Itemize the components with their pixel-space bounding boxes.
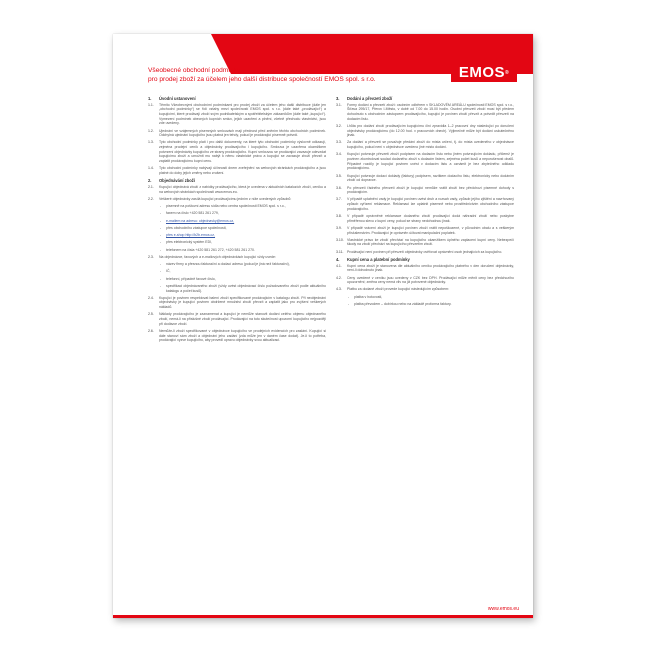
clause bbox=[336, 214, 514, 223]
list-item-text: přes elektronický systém EDI, bbox=[166, 240, 213, 245]
section-heading bbox=[148, 96, 326, 101]
list-item-text: platba v hotovosti, bbox=[354, 294, 383, 299]
clause bbox=[336, 287, 514, 292]
section-title: Úvodní ustanovení bbox=[159, 96, 196, 101]
clause-number: 2.5. bbox=[148, 312, 154, 317]
list-item: - písemně na poštovní adresu sídla nebo centra společnosti EMOS spol. s r.o., bbox=[160, 204, 286, 209]
clause-text: Kupující potvrzuje převzetí zboží podpisem na dodacím listu nebo jiném potvrzujícím dokladu, přičemž je povinen zkontrolovat soulad dodaného zboží s dodacím listem, zejména počet kusů a neporušenost obalů. Případné rozdíly je kupující povinen uvést v dodacím listu a oznámit je bez zbytečného odkladu prodávajícímu. bbox=[347, 152, 514, 171]
clause bbox=[336, 186, 514, 195]
clause-text: Náklady prodávajícího je zaznamenat a kupující je nemůže stanovit dodání celého objemu objednaného zboží, nemá-li na příslušné zboží prodávající. Prodávající na tuto skutečnost upozorní kupujícího nejpozději při dodávce zboží. bbox=[159, 312, 326, 326]
clause-number: 3.1. bbox=[336, 102, 342, 107]
list-item-text: faxem na číslo +420 581 261 279, bbox=[166, 211, 219, 216]
clause-number: 3.5. bbox=[336, 173, 342, 178]
clause-text: Kupující objednává zboží z nabídky prodávajícího, která je uvedena v aktuálních katalozích zboží, ceníku a na webových stránkách společnosti www.emos.eu. bbox=[159, 184, 326, 194]
list-item: - platba v hotovosti, bbox=[348, 294, 383, 299]
clause-text: V případě uplatnění vady je kupující povinen uvést druh a rozsah vady, způsob jejího zjištění a navrhovaný způsob vyřízení reklamace. Reklamaci lze uplatnit písemně nebo prostřednictvím obchodního zástupce prodávajícího. bbox=[347, 197, 514, 211]
clause-text: Ceny uvedené v ceníku jsou uvedeny v CZK bez DPH. Prodávající může měnit ceny bez předchozího upozornění; změna ceny nemá vliv na již potvrzené objednávky. bbox=[347, 275, 514, 285]
clause-text: Ujednání ve vzájemných písemných smlouvách mají přednost před zněním těchto obchodních podmínek. Odchylná ujednání kupujícího jsou platná jen tehdy, pokud je prodávající písemně potvrdí. bbox=[159, 128, 326, 138]
clause-text: Vlastnické právo ke zboží přechází na kupujícího okamžikem úplného zaplacení kupní ceny. Nebezpečí škody na zboží přechází na kupujícího převzetím zboží. bbox=[347, 237, 514, 247]
section-number: 1. bbox=[148, 96, 152, 101]
section-number: 3. bbox=[336, 96, 340, 101]
clause-number: 3.11. bbox=[336, 249, 344, 254]
list-item: - platba převodem – dobírkou nebo na základě proforma faktury. bbox=[348, 301, 452, 306]
clause-text: Nemůže-li zboží specifikované v objednávce kupujícího ve prodejních evidencích pro zaslání. Kupující si dále stanoví sám zboží a objednání jeho zadání (zda může jen v daném čase dodat). Je-li to potřeba, prodávající vyzve kupujícího, aby provedl opravu objednávky svou aktualizaci. bbox=[159, 328, 326, 343]
clause-number: 2.2. bbox=[148, 196, 154, 201]
footer-red-line bbox=[113, 615, 533, 618]
list-item: - přes obchodního zástupce společnosti, bbox=[160, 225, 227, 230]
clause bbox=[148, 185, 326, 194]
list-item: - faxem na číslo +420 581 261 279, bbox=[160, 211, 219, 216]
list-item: - přes e-shop http://b2b.emos.cz, bbox=[160, 233, 216, 238]
clause bbox=[148, 255, 326, 260]
clause-number: 3.6. bbox=[336, 185, 342, 190]
clause bbox=[336, 250, 514, 255]
section-title: Objednávání zboží bbox=[159, 178, 195, 184]
document-title bbox=[148, 66, 448, 84]
list-item-text: přes obchodního zástupce společnosti, bbox=[166, 225, 227, 230]
clause-text: Na objednávce, faxových a e-mailových objednávkách kupující vždy uvede: bbox=[159, 254, 276, 259]
clause-number: 3.7. bbox=[336, 197, 342, 202]
list-item: - e-mailem na adresu: objednavky@emos.cz, bbox=[160, 218, 235, 223]
clause-text: Lhůta pro dodání zboží prodávajícím kupujícímu činí zpravidla 1–2 pracovní dny následující po doručení objednávky prodávajícímu (do 12.00 hod. v pracovních dnech). Výjimečně může být dodání uskutečněno jinak. bbox=[347, 123, 514, 138]
clause-text: Platbu za dodané zboží provede kupující následujícím způsobem: bbox=[347, 287, 449, 292]
list-item: - název firmy a přesnou fakturační a dodací adresu (pokud je jiná než fakturační), bbox=[160, 262, 290, 267]
title-line-1: Všeobecné obchodní podmínky bbox=[148, 67, 241, 74]
list-item-text: platba převodem – dobírkou nebo na základě proforma faktury. bbox=[354, 301, 452, 306]
clause-text: Veškeré objednávky zasílá kupující prodávajícímu jedním z níže uvedených způsobů: bbox=[159, 196, 292, 201]
clause-number: 3.4. bbox=[336, 152, 342, 157]
clause-number: 3.10. bbox=[336, 237, 344, 242]
document-page bbox=[113, 34, 533, 618]
list-item-text: IČ, bbox=[166, 269, 171, 274]
section-heading bbox=[148, 178, 326, 183]
clause-text: Kupující je povinen respektovat balení zboží specifikované prodávajícím v katalogu zboží. Při neobjednání objednávky je kupující povinen obdržené množství zboží převzít a zaplatit jako pro zvýšení veškerých nákladů. bbox=[159, 295, 326, 310]
clause bbox=[336, 140, 514, 149]
list-item: - telefonem na čísla +420 581 261 272, +420 581 261 270. bbox=[160, 247, 255, 252]
list-item-text: telefonem na čísla +420 581 261 272, +420 581 261 270. bbox=[166, 247, 255, 252]
clause-text: Po převzetí řádného převzetí zboží je kupující nemůže vrátit zboží bez předchozí písemné dohody s prodávajícím. bbox=[347, 185, 514, 195]
clause-number: 4.3. bbox=[336, 287, 342, 292]
clause bbox=[148, 166, 326, 175]
logo-text: EMOS bbox=[458, 64, 505, 81]
clause-number: 1.3. bbox=[148, 140, 154, 145]
clause-text: Kupující potvrzuje dodací doklady (faktury) podpisem, razítkem dodacího listu, elektronicky nebo dodáním zboží od dopravce. bbox=[347, 173, 514, 183]
clause-number: 4.2. bbox=[336, 275, 342, 280]
clause bbox=[148, 312, 326, 326]
clause bbox=[148, 197, 326, 202]
clause-number: 1.1. bbox=[148, 102, 154, 107]
list-item-text: telefonní, případně faxové číslo, bbox=[166, 276, 216, 281]
clause-text: Tyto obchodní podmínky platí i pro další dokumenty, na které tyto obchodní podmínky výslovně odkazují, zejména prodejní ceník a objednávky prodávajícího i kupujícího. Smlouva je uzavřena okamžikem potvrzení objednávky kupujícího ze strany prodávajícího. Kupní smlouvou se prodávající zavazuje odevzdat kupujícímu zboží a umožnit mu nabýt k němu vlastnické právo a kupující se zavazuje zboží převzít a zaplatit prodávajícímu kupní cenu. bbox=[159, 140, 326, 164]
clause bbox=[336, 264, 514, 273]
section-heading bbox=[336, 96, 514, 101]
section-title: Dodání a převzetí zboží bbox=[347, 96, 393, 101]
clause-number: 3.3. bbox=[336, 140, 342, 145]
clause-number: 4.1. bbox=[336, 263, 342, 268]
clause-text: Těmito Všeobecnými obchodními podmínkami pro prodej zboží za účelem jeho další distribuce (dále jen „obchodní podmínky“) se řídí vztahy mezi společností EMOS spol. s r.o. (dále také „prodávající“) a kupujícími, které prodávají zboží svým podnikatelským a spotřebitelským zákazníkům (dále také „kupující“). Vymezení podmínek obecných kupních smluv, jejich uzavření a plnění, včetně přechodu vlastnictví, jsou zde uvedeny. bbox=[159, 102, 326, 126]
clause-text: V případě oprávněné reklamace dodaného zboží prodávající dodá náhradní zboží nebo poskytne přiměřenou slevu z kupní ceny, pokud se strany nedohodnou jinak. bbox=[347, 213, 514, 223]
clause bbox=[336, 103, 514, 122]
clause-text: Formy dodání a převzetí zboží: osobním odběrem v SKLADOVÉM AREÁLU společnosti EMOS spol. s r.o., Šířava 295/17, Přerov I-Město, v době od 7.00 do 15.00 hodin. Osobní převzetí zboží musí být předem dohodnuto s obchodním zástupcem prodávajícího, kupující je povinen zboží převzít a potvrdit převzetí na dodacím listu. bbox=[347, 102, 514, 121]
clause-number: 3.8. bbox=[336, 213, 342, 218]
clause-text: Tyto obchodní podmínky nabývají účinnosti dnem zveřejnění na webových stránkách prodávajícího a jsou platné do doby jejich změny nebo zrušení. bbox=[159, 166, 326, 176]
list-item: - IČ, bbox=[160, 269, 171, 274]
list-item: - telefonní, případně faxové číslo, bbox=[160, 276, 216, 281]
footer-url[interactable]: www.emos.eu bbox=[487, 606, 519, 612]
clause bbox=[336, 124, 514, 138]
clause-text: Za dodání a převzetí se považuje předání zboží do místa určení, tj. do místa uvedeného v objednávce kupujícího, pokud není v objednávce uvedeno jiné místo dodání. bbox=[347, 140, 514, 150]
clause-number: 1.2. bbox=[148, 128, 154, 133]
list-item-text: název firmy a přesnou fakturační a dodací adresu (pokud je jiná než fakturační), bbox=[166, 262, 290, 267]
clause-number: 2.4. bbox=[148, 295, 154, 300]
section-title: Kupní cena a platební podmínky bbox=[347, 256, 410, 262]
clause bbox=[148, 329, 326, 343]
clause bbox=[336, 276, 514, 285]
right-column bbox=[336, 96, 514, 309]
clause-text: Kupní cena zboží je stanovena dle aktuálního ceníku prodávajícího platného v den doručení objednávky, není-li dohodnuto jinak. bbox=[347, 263, 514, 273]
section-heading bbox=[336, 257, 514, 262]
logo-mark: ® bbox=[505, 70, 510, 76]
clause-number: 3.2. bbox=[336, 123, 342, 128]
list-item: - specifikaci objednávaného zboží (vždy uvést objednávací číslo požadovaného zboží podle aktuálního katalogu a počet kusů). bbox=[160, 283, 326, 293]
list-item: - přes elektronický systém EDI, bbox=[160, 240, 213, 245]
clause bbox=[336, 174, 514, 183]
clause bbox=[148, 103, 326, 126]
emos-logo bbox=[451, 64, 517, 82]
section-number: 4. bbox=[336, 256, 340, 262]
clause bbox=[336, 152, 514, 171]
clause bbox=[148, 129, 326, 138]
clause bbox=[148, 296, 326, 310]
clause-number: 1.4. bbox=[148, 166, 154, 171]
eshop-link[interactable]: přes e-shop http://b2b.emos.cz, bbox=[166, 233, 216, 238]
title-line-2: pro prodej zboží za účelem jeho další distribuce společností EMOS spol. s r.o. bbox=[148, 76, 376, 83]
left-column bbox=[148, 96, 326, 345]
clause bbox=[336, 238, 514, 247]
clause-number: 3.9. bbox=[336, 225, 342, 230]
list-item-text: specifikaci objednávaného zboží (vždy uvést objednávací číslo požadovaného zboží podle aktuálního katalogu a počet kusů). bbox=[166, 283, 326, 293]
clause-number: 2.6. bbox=[148, 328, 154, 333]
clause bbox=[148, 140, 326, 163]
clause-text: Prodávající není povinen při převzetí objednávky ověřovat oprávnění osob jednajících za kupujícího. bbox=[347, 249, 503, 254]
email-link[interactable]: e-mailem na adresu: objednavky@emos.cz, bbox=[166, 218, 235, 223]
clause-number: 2.3. bbox=[148, 254, 154, 259]
clause bbox=[336, 226, 514, 235]
clause-number: 2.1. bbox=[148, 184, 154, 189]
clause bbox=[336, 197, 514, 211]
section-number: 2. bbox=[148, 178, 152, 184]
clause-text: V případě vrácení zboží je kupující povinen zboží vrátit nepoškozené, v původním obalu a s veškerým příslušenstvím. Prodávající je oprávněn účtovat manipulační poplatek. bbox=[347, 225, 514, 235]
list-item-text: písemně na poštovní adresu sídla nebo centra společnosti EMOS spol. s r.o., bbox=[166, 204, 286, 209]
